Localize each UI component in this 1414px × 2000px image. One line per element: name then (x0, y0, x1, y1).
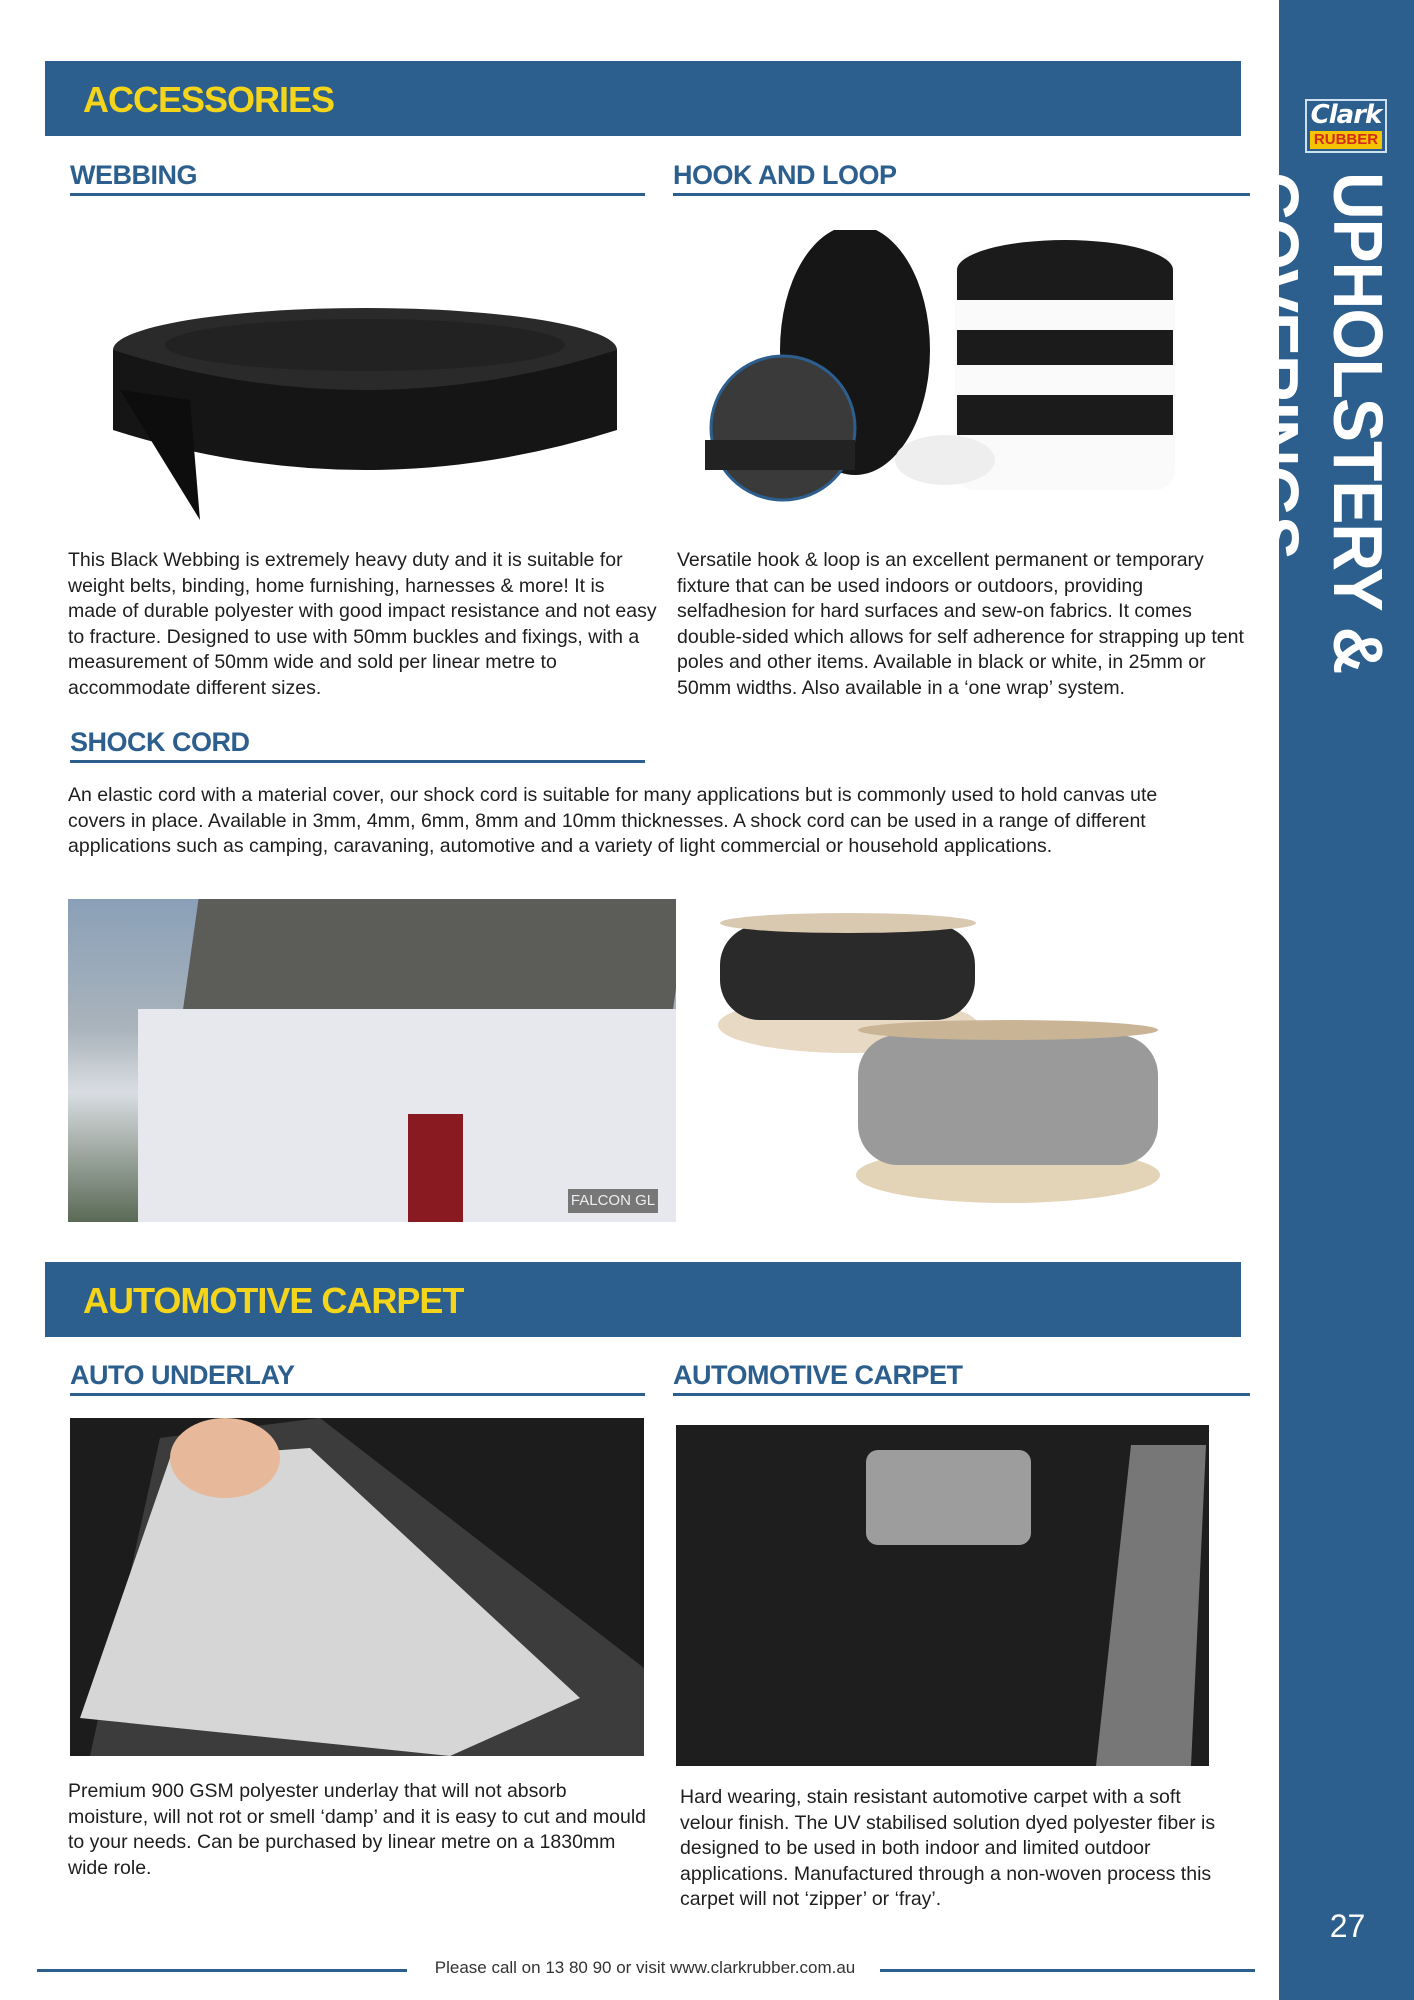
heading-automotive-carpet: AUTOMOTIVE CARPET (673, 1360, 1250, 1396)
webbing-description: This Black Webbing is extremely heavy duty and it is suitable for weight belts, binding, home furnishing, harnesses & more! It is made of durable polyester with good impact resistance and not easy to fracture. Designed to use with 50mm buckles and fixings, with a measurement of 50mm wide and sold per linear metre to accommodate different sizes. (68, 549, 657, 699)
logo-text: Clark (1310, 100, 1382, 130)
auto-underlay-description: Premium 900 GSM polyester underlay that will not absorb moisture, will not rot or smell ‘damp’ and it is easy to cut and mould to your needs. Can be purchased by linear metre on a 1830mm wide role. (68, 1780, 647, 1879)
footer-contact: Please call on 13 80 90 or visit www.clarkrubber.com.au (434, 1958, 856, 1977)
heading-hook-and-loop: HOOK AND LOOP (673, 160, 1250, 196)
ute-badge: FALCON GL (568, 1189, 658, 1213)
heading-auto-underlay: AUTO UNDERLAY (70, 1360, 645, 1396)
auto-underlay-image (70, 1418, 644, 1756)
webbing-image (100, 300, 630, 530)
logo-subtext: RUBBER (1310, 131, 1382, 149)
shock-cord-reels-image (708, 905, 1208, 1205)
automotive-carpet-description: Hard wearing, stain resistant automotive carpet with a soft velour finish. The UV stabilised solution dyed polyester fiber is designed to be used in both indoor and limited outdoor applications. Manufactured through a non-woven process this carpet will not ‘zipper’ or ‘fray’. (680, 1786, 1216, 1910)
shock-cord-description: An elastic cord with a material cover, our shock cord is suitable for many applications but is commonly used to hold canvas ute covers in place. Available in 3mm, 4mm, 6mm, 8mm and 10mm thicknesses. A shock cord can be used in a range of different applications such as camping, caravaning, automotive and a variety of light commercial or household applications. (68, 784, 1158, 857)
heading-shock-cord: SHOCK CORD (70, 727, 645, 763)
page-number: 27 (1329, 1908, 1366, 1944)
section-title: ACCESSORIES (83, 79, 335, 120)
section-header-accessories (45, 61, 1241, 136)
footer-divider-left (37, 1969, 407, 1972)
hook-and-loop-image (705, 230, 1185, 540)
ute-cover-image (68, 899, 676, 1222)
footer-divider-right (880, 1969, 1255, 1972)
hook-and-loop-description: Versatile hook & loop is an excellent permanent or temporary fixture that can be used indoors or outdoors, providing selfadhesion for hard surfaces and sew-on fabrics. It comes double-sided which allows for self adherence for strapping up tent poles and other items. Available in black or white, in 25mm or 50mm widths. Also available in a ‘one wrap’ system. (677, 549, 1244, 699)
heading-webbing: WEBBING (70, 160, 645, 196)
sidebar-title: UPHOLSTERY & COVERINGS (1235, 172, 1397, 674)
clark-rubber-logo (1305, 99, 1387, 153)
section-title: AUTOMOTIVE CARPET (83, 1280, 464, 1321)
automotive-carpet-image (676, 1425, 1209, 1766)
section-header-automotive-carpet (45, 1262, 1241, 1337)
